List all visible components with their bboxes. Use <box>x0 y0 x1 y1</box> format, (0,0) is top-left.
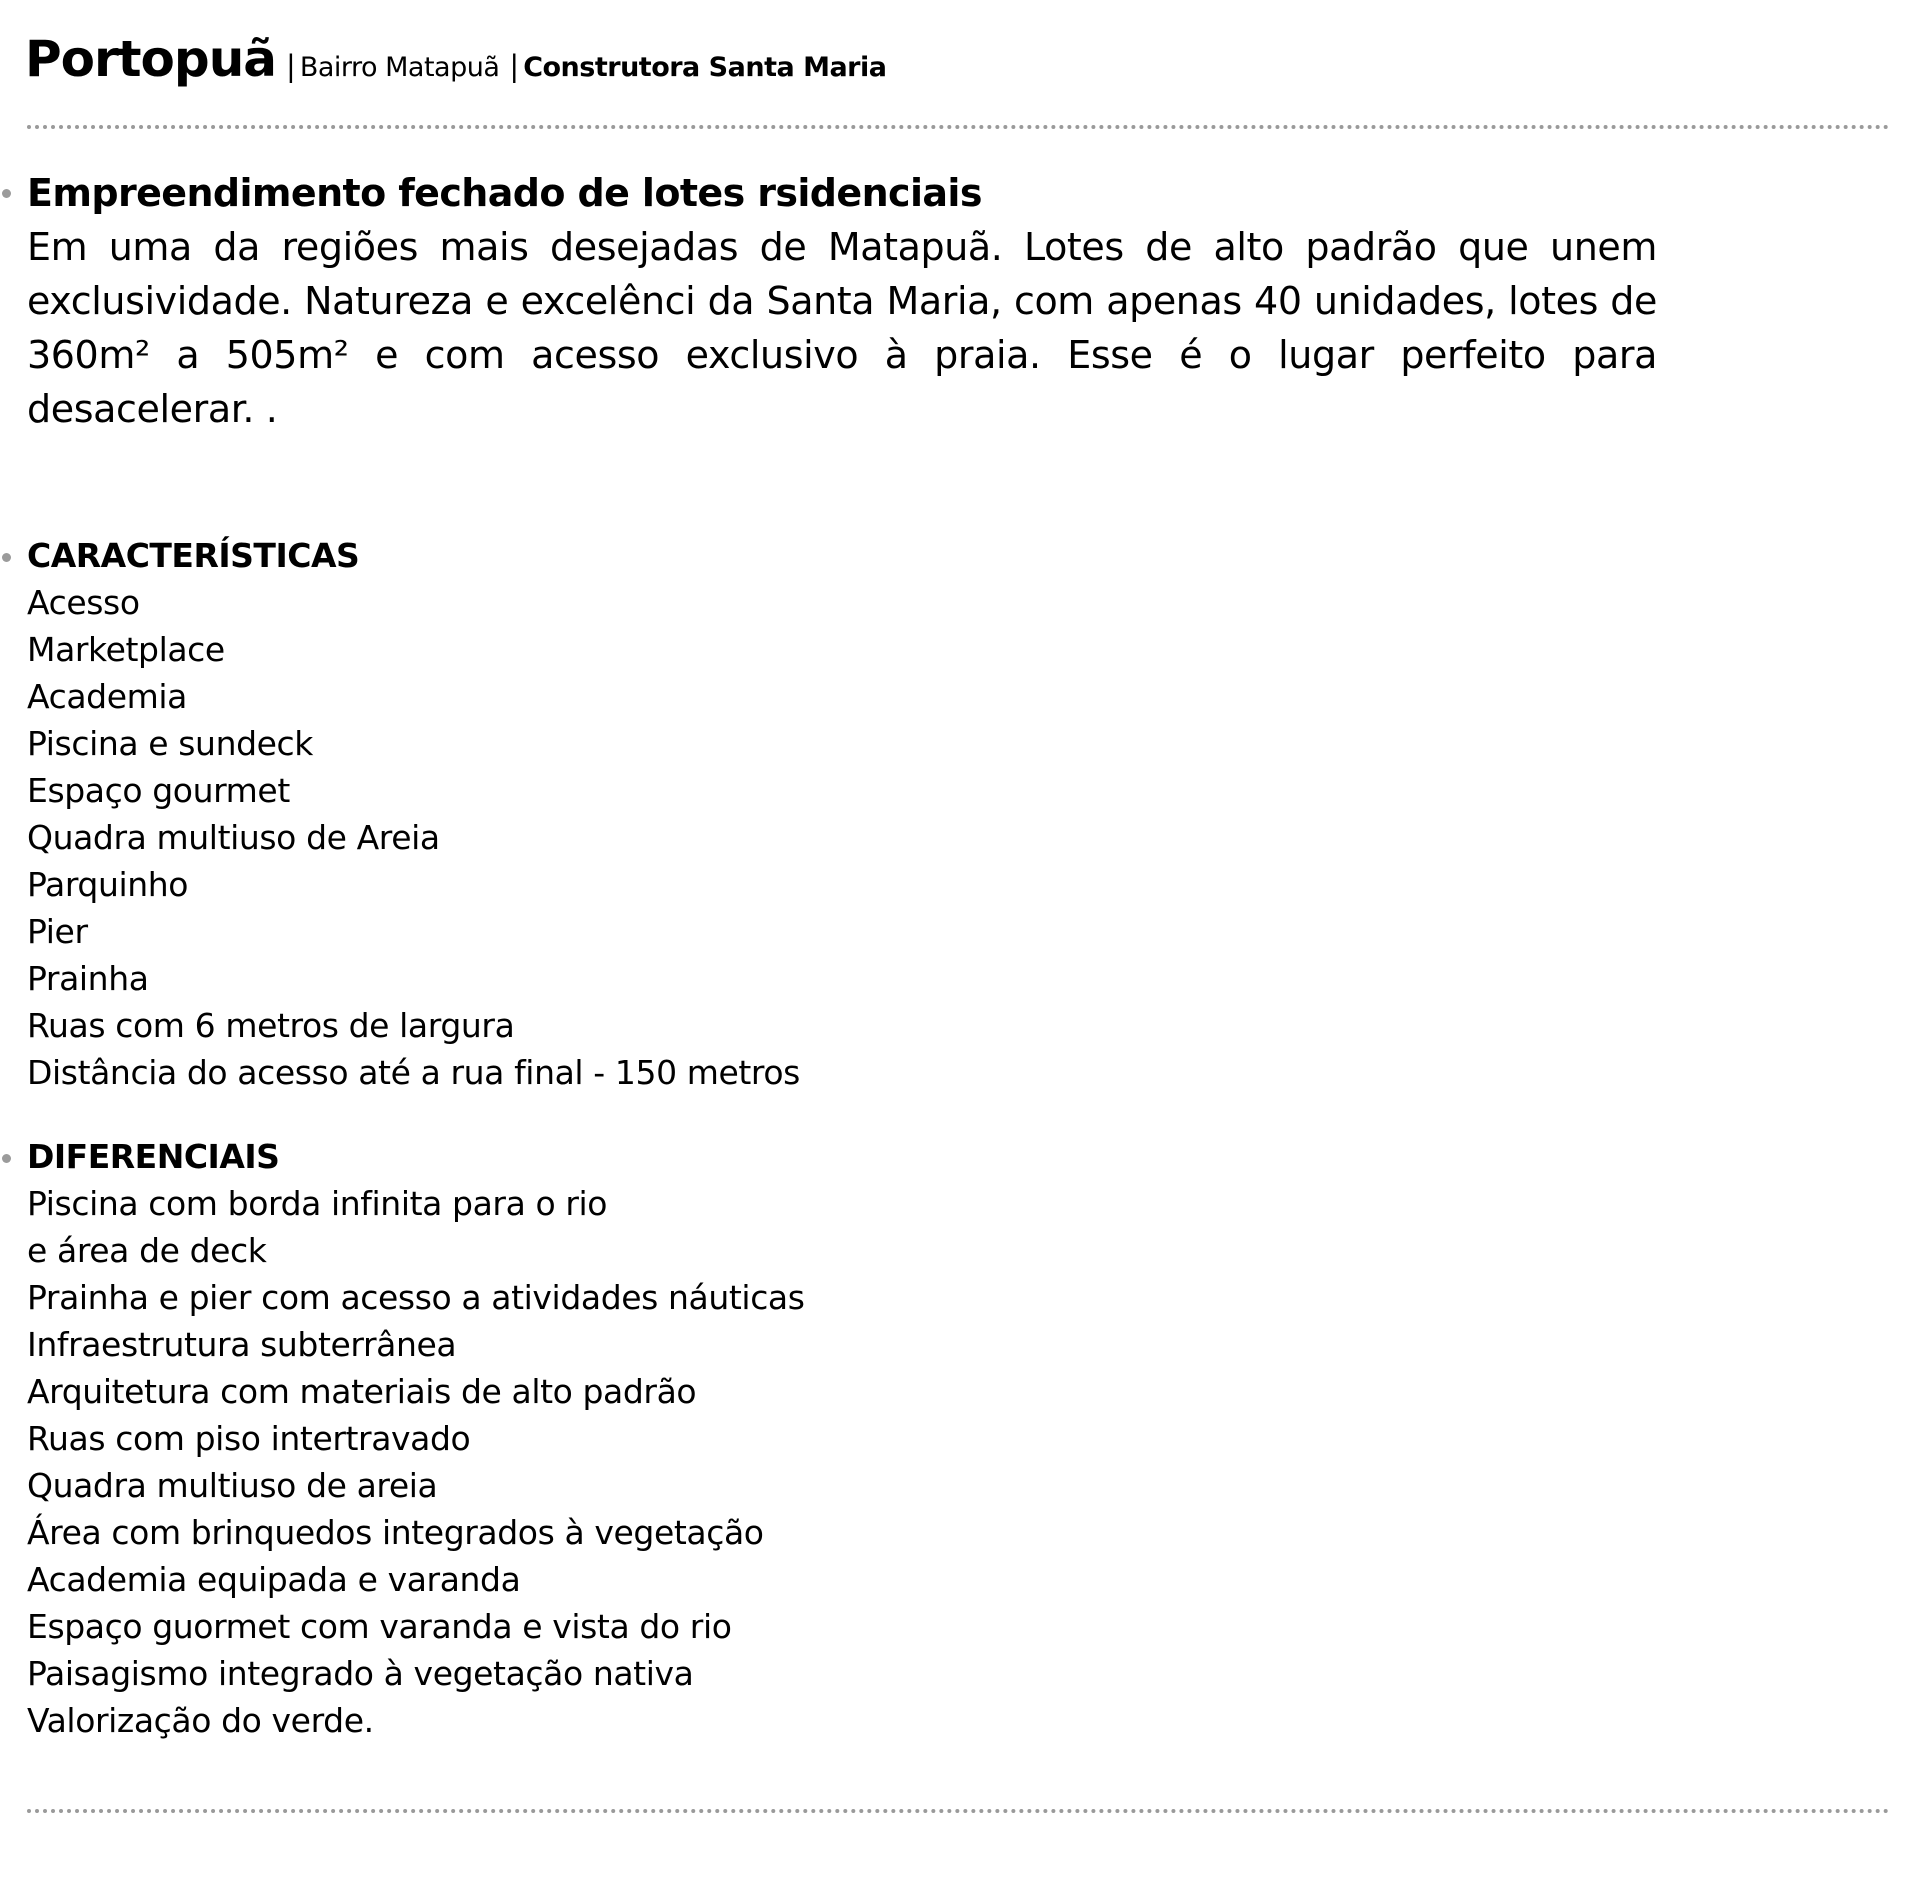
list-item: Paisagismo integrado à vegetação nativa <box>27 1654 694 1693</box>
neighborhood-label: Bairro Matapuã <box>299 52 500 83</box>
list-item: Ruas com 6 metros de largura <box>27 1006 515 1045</box>
caracteristicas-section <box>27 532 800 1096</box>
caracteristicas-list <box>27 579 800 1096</box>
page-header <box>25 30 886 88</box>
page-title: Portopuã <box>25 30 277 88</box>
builder-label: Construtora Santa Maria <box>523 52 887 83</box>
bullet-icon <box>2 1154 11 1163</box>
list-item: Academia equipada e varanda <box>27 1560 521 1599</box>
list-item: Quadra multiuso de Areia <box>27 818 440 857</box>
list-item: Prainha <box>27 959 149 998</box>
list-item: Pier <box>27 912 88 951</box>
list-item: Acesso <box>27 583 140 622</box>
list-item: Espaço gourmet <box>27 771 290 810</box>
list-item: Arquitetura com materiais de alto padrão <box>27 1372 697 1411</box>
intro-paragraph: Em uma da regiões mais desejadas de Matapuã. Lotes de alto padrão que unem exclusividade. Natureza e excelênci da Santa Maria, com apenas 40 unidades, lotes de 360m² a 505m² e com acesso exclusivo à praia. Esse é o lugar perfeito para desacelerar. . <box>27 225 1657 431</box>
bullet-icon <box>2 553 11 562</box>
bottom-divider <box>27 1809 1890 1813</box>
diferenciais-section <box>27 1133 805 1744</box>
list-item: Valorização do verde. <box>27 1701 374 1740</box>
intro-section <box>27 166 1657 436</box>
list-item: Distância do acesso até a rua final - 150 metros <box>27 1053 800 1092</box>
list-item: Infraestrutura subterrânea <box>27 1325 457 1364</box>
diferenciais-heading: DIFERENCIAIS <box>27 1137 280 1176</box>
caracteristicas-heading: CARACTERÍSTICAS <box>27 536 360 575</box>
list-item: Prainha e pier com acesso a atividades náuticas <box>27 1278 805 1317</box>
list-item: Quadra multiuso de areia <box>27 1466 438 1505</box>
bullet-icon <box>2 189 11 198</box>
list-item: Marketplace <box>27 630 225 669</box>
diferenciais-list <box>27 1180 805 1744</box>
top-divider <box>27 125 1890 129</box>
list-item: Piscina e sundeck <box>27 724 313 763</box>
list-item: e área de deck <box>27 1231 267 1270</box>
intro-heading: Empreendimento fechado de lotes rsidenciais <box>27 171 982 215</box>
header-separator: | <box>286 49 296 83</box>
list-item: Piscina com borda infinita para o rio <box>27 1184 608 1223</box>
list-item: Área com brinquedos integrados à vegetação <box>27 1513 764 1552</box>
list-item: Parquinho <box>27 865 189 904</box>
list-item: Espaço guormet com varanda e vista do rio <box>27 1607 732 1646</box>
list-item: Ruas com piso intertravado <box>27 1419 471 1458</box>
header-separator: | <box>509 49 520 83</box>
list-item: Academia <box>27 677 187 716</box>
